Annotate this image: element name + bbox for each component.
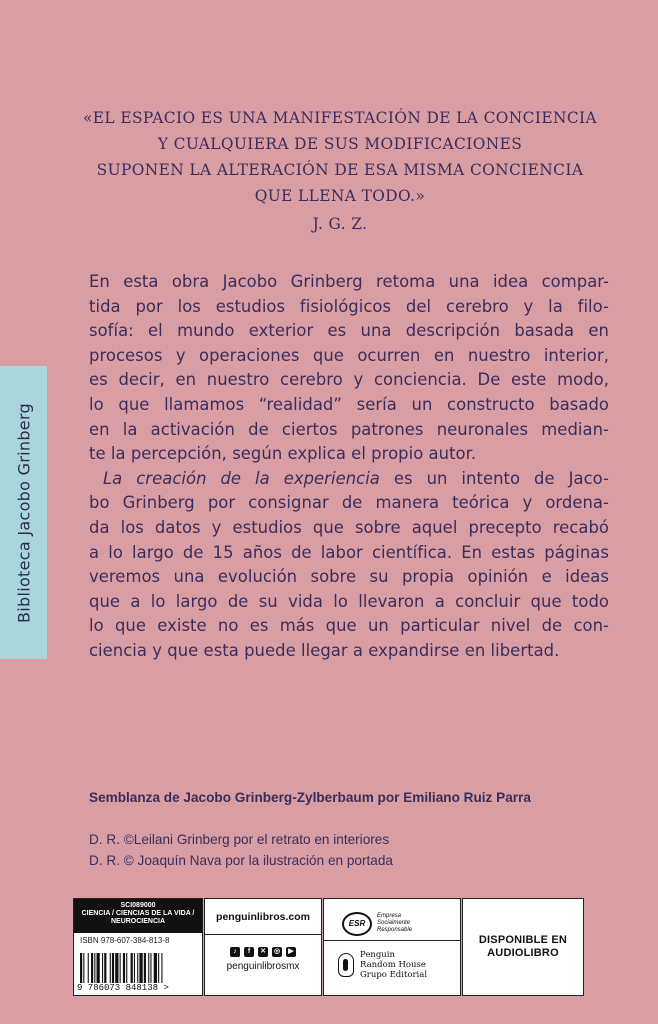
body-line: da los datos y estudios que sobre aquel precepto recabó <box>89 517 609 537</box>
facebook-icon[interactable]: f <box>244 947 254 957</box>
series-tab <box>0 366 47 659</box>
body-line: lo que existe no es más que un particular nivel de con- <box>89 616 609 636</box>
rights-line: D. R. © Joaquín Nava por la ilustración en portada <box>89 853 393 868</box>
esr-text-line: Socialmente <box>377 920 411 926</box>
social-handle: penguinlibrosmx <box>226 961 300 972</box>
category-line: NEUROCIENCIA <box>110 918 166 925</box>
quote-line: Y CUALQUIERA DE SUS MODIFICACIONES <box>157 135 523 153</box>
body-line: ciencia y que esta puede llegar a expandirse en libertad. <box>89 640 560 660</box>
audiobook-line: AUDIOLIBRO <box>487 947 559 959</box>
body-line <box>89 467 609 492</box>
esr-badge <box>324 899 460 941</box>
audiobook-line: DISPONIBLE EN <box>478 934 568 946</box>
body-line: veremos una evolución sobre su propia opinión e ideas <box>89 567 609 587</box>
tiktok-icon[interactable]: ♪ <box>230 947 240 957</box>
quote-line: QUE LLENA TODO.» <box>254 187 426 205</box>
quote-attribution: J. G. Z. <box>312 215 368 233</box>
youtube-icon[interactable]: ▶ <box>286 947 296 957</box>
body-line: te la percepción, según explica el propio autor. <box>89 444 477 464</box>
barcode-digits: 9 786073 848138 > <box>77 983 169 993</box>
rights-line: D. R. ©Leilani Grinberg por el retrato en interiores <box>89 832 390 847</box>
body-line: es decir, en nuestro cerebro y conciencia. De este modo, <box>89 370 609 390</box>
series-label: Biblioteca Jacobo Grinberg <box>14 402 33 623</box>
body-line: sofía: el mundo exterior es una descripción basada en <box>89 321 609 341</box>
esr-text-line: Empresa <box>377 913 402 919</box>
body-line: a lo largo de 15 años de labor científica. En estas páginas <box>89 542 609 562</box>
epigraph-quote <box>80 105 600 237</box>
web-panel <box>204 898 322 996</box>
publisher-name-line: Random House <box>360 960 426 970</box>
instagram-icon[interactable]: ◎ <box>273 948 281 955</box>
body-line: en la activación de ciertos patrones neuronales median- <box>89 419 609 439</box>
category-line: CIENCIA / CIENCIAS DE LA VIDA / <box>81 910 195 917</box>
audiobook-label <box>479 934 567 960</box>
audiobook-panel <box>462 898 584 996</box>
publisher-name-line: Penguin <box>360 950 395 960</box>
publisher-name-line: Grupo Editorial <box>360 970 428 980</box>
category-code: SCI089000 <box>120 902 156 909</box>
category-header <box>74 899 202 933</box>
website-link[interactable]: penguinlibros.com <box>205 899 321 935</box>
body-line: procesos y operaciones que ocurren en nuestro interior, <box>89 345 609 365</box>
x-icon[interactable]: ✕ <box>258 947 268 957</box>
esr-text-line: Responsable <box>377 927 413 933</box>
rights-notice <box>89 829 393 871</box>
body-line: tida por los estudios fisiológicos del cerebro y la filo- <box>89 296 609 316</box>
social-icons <box>205 947 321 957</box>
penguin-icon <box>338 953 354 977</box>
barcode-panel <box>73 898 203 996</box>
body-line-rest: es un intento de Jaco- <box>379 468 609 488</box>
isbn-label: ISBN 978-607-384-813-8 <box>80 936 170 945</box>
quote-line: «EL ESPACIO ES UNA MANIFESTACIÓN DE LA CONCIENCIA <box>82 109 597 127</box>
author-bio-credit: Semblanza de Jacobo Grinberg-Zylberbaum por Emiliano Ruiz Parra <box>89 790 531 805</box>
quote-line: SUPONEN LA ALTERACIÓN DE ESA MISMA CONCIENCIA <box>96 161 584 179</box>
synopsis-text <box>89 270 609 664</box>
body-line: que a lo largo de su vida lo llevaron a concluir que todo <box>89 591 609 611</box>
publisher-name <box>360 950 427 980</box>
publisher-panel <box>323 898 461 996</box>
body-line: lo que llamamos “realidad” sería un constructo basado <box>89 394 609 414</box>
esr-logo-icon: ESR <box>342 912 372 936</box>
esr-text <box>377 913 412 934</box>
barcode-bars <box>80 953 198 983</box>
publisher-logo <box>324 941 460 980</box>
book-title: La creación de la experiencia <box>103 468 380 488</box>
body-line: bo Grinberg por consignar de manera teórica y ordena- <box>89 493 609 513</box>
body-line: En esta obra Jacobo Grinberg retoma una idea compar- <box>89 272 609 291</box>
